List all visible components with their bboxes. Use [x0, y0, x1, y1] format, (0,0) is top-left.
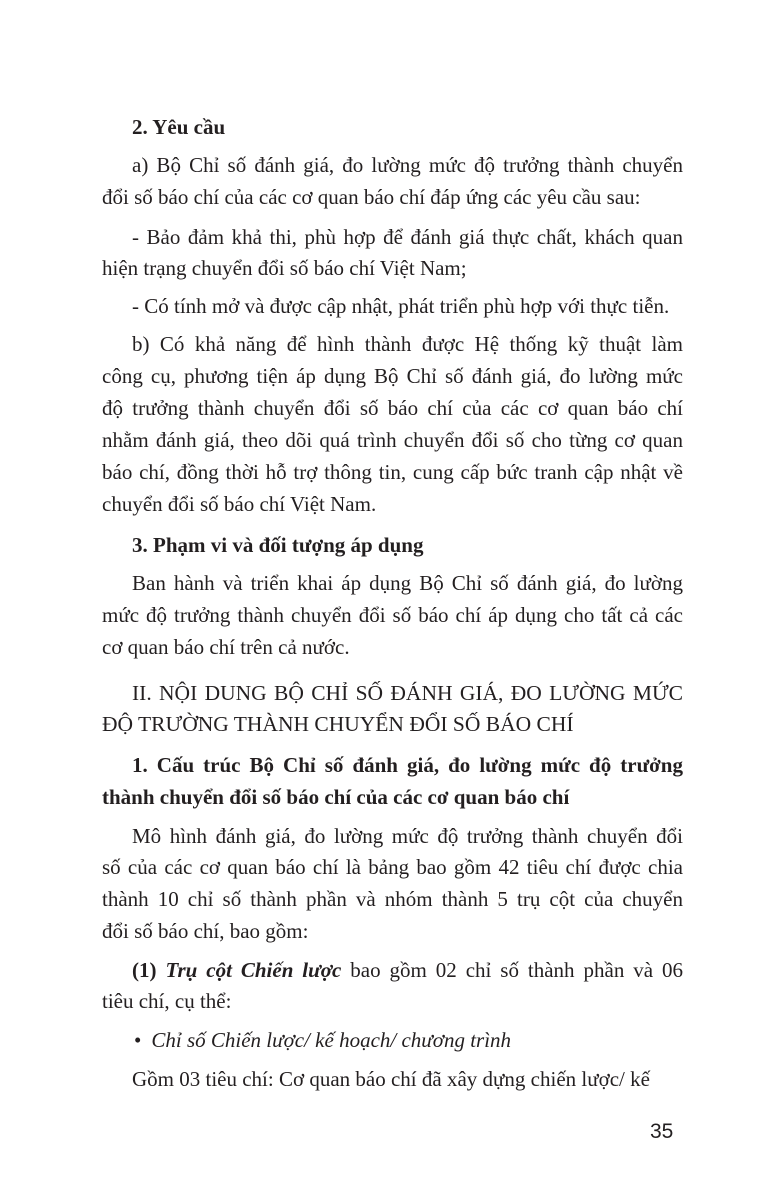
paragraph-line: mức độ trưởng thành chuyển đổi số báo chí áp dụng cho tất cả các: [102, 603, 683, 627]
paragraph-line: số của các cơ quan báo chí là bảng bao gồm 42 tiêu chí được chia: [102, 855, 683, 879]
paragraph-line: tiêu chí, cụ thể:: [102, 989, 232, 1013]
paragraph-line: thành 10 chỉ số thành phần và nhóm thành 5 trụ cột của chuyển: [102, 887, 683, 911]
paragraph-line: hiện trạng chuyển đổi số báo chí Việt Nam;: [102, 256, 467, 280]
paragraph-line: đổi số báo chí, bao gồm:: [102, 919, 309, 943]
paragraph-line: chuyển đổi số báo chí Việt Nam.: [102, 492, 377, 516]
section-heading: 2. Yêu cầu: [132, 115, 226, 139]
subsection-heading: 1. Cấu trúc Bộ Chỉ số đánh giá, đo lường mức độ trưởng: [132, 753, 683, 777]
paragraph-line: nhằm đánh giá, theo dõi quá trình chuyển đổi số cho từng cơ quan: [102, 428, 683, 452]
pillar-text: bao gồm 02 chỉ số thành phần và 06: [341, 958, 684, 982]
pillar-name: Trụ cột Chiến lược: [165, 958, 342, 982]
paragraph-line: a) Bộ Chỉ số đánh giá, đo lường mức độ trưởng thành chuyển: [132, 153, 683, 177]
page-number: 35: [650, 1120, 674, 1143]
paragraph-line: - Có tính mở và được cập nhật, phát triển phù hợp với thực tiễn.: [132, 294, 670, 318]
paragraph-line: b) Có khả năng để hình thành được Hệ thống kỹ thuật làm: [132, 332, 683, 356]
chapter-heading: ĐỘ TRƯỜNG THÀNH CHUYỂN ĐỔI SỐ BÁO CHÍ: [102, 712, 574, 736]
section-heading: 3. Phạm vi và đối tượng áp dụng: [132, 533, 424, 557]
paragraph-line: đổi số báo chí của các cơ quan báo chí đáp ứng các yêu cầu sau:: [102, 185, 641, 209]
paragraph-line: cơ quan báo chí trên cả nước.: [102, 635, 350, 659]
bullet-text: Chỉ số Chiến lược/ kế hoạch/ chương trình: [151, 1028, 512, 1052]
paragraph-line: báo chí, đồng thời hỗ trợ thông tin, cung cấp bức tranh cập nhật về: [102, 460, 683, 484]
pillar-number: (1): [132, 958, 157, 982]
bullet-item: [134, 1024, 511, 1056]
subsection-heading: thành chuyển đổi số báo chí của các cơ quan báo chí: [102, 785, 570, 809]
paragraph-line: công cụ, phương tiện áp dụng Bộ Chỉ số đánh giá, đo lường mức: [102, 364, 683, 388]
paragraph-line: Mô hình đánh giá, đo lường mức độ trưởng thành chuyển đổi: [132, 824, 683, 848]
paragraph-line: Ban hành và triển khai áp dụng Bộ Chỉ số đánh giá, đo lường: [132, 571, 683, 595]
bullet-icon: •: [134, 1028, 142, 1052]
chapter-heading: II. NỘI DUNG BỘ CHỈ SỐ ĐÁNH GIÁ, ĐO LƯỜNG MỨC: [132, 681, 683, 705]
pillar-paragraph: [132, 954, 683, 986]
paragraph-line: Gồm 03 tiêu chí: Cơ quan báo chí đã xây dựng chiến lược/ kế: [132, 1067, 650, 1091]
paragraph-line: độ trưởng thành chuyển đổi số báo chí của các cơ quan báo chí: [102, 396, 683, 420]
paragraph-line: - Bảo đảm khả thi, phù hợp để đánh giá thực chất, khách quan: [132, 225, 683, 249]
